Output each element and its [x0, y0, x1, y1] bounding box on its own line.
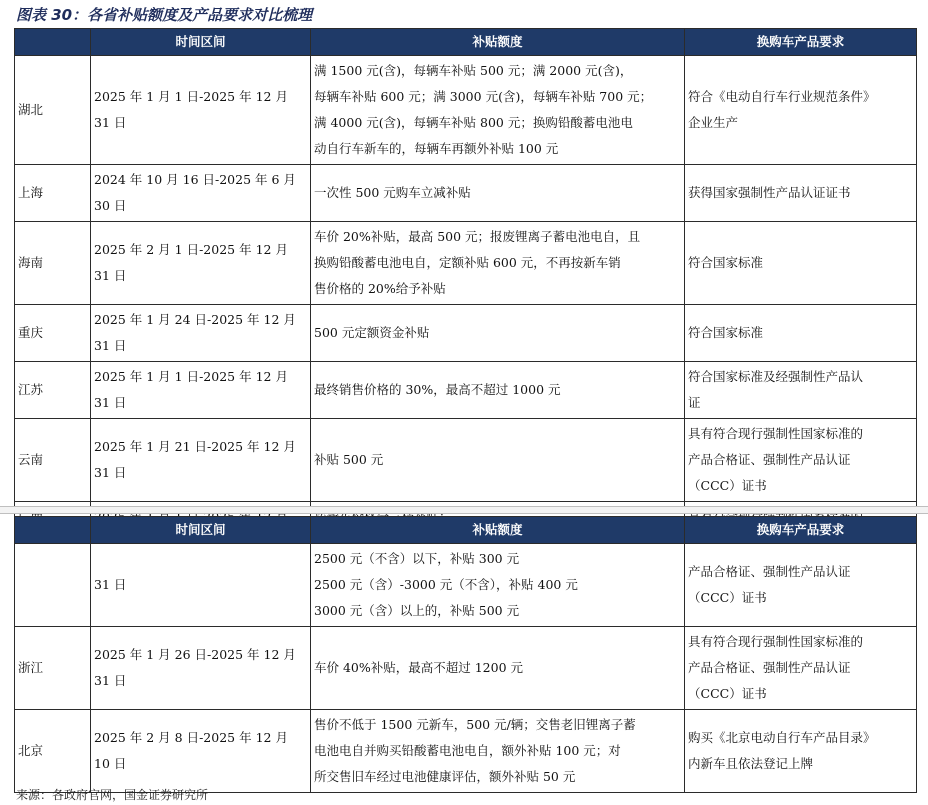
province-cell: 湖北: [15, 56, 91, 165]
subsidy-cell: [311, 710, 685, 793]
requirement-cell-line: 产品合格证、强制性产品认证: [688, 452, 851, 467]
requirement-cell-line: 内新车且依法登记上牌: [688, 756, 814, 771]
subsidy-cell-line: 2500 元（不含）以下，补贴 300 元: [314, 551, 520, 566]
subsidy-cell: [311, 362, 685, 419]
requirement-cell-line: （CCC）证书: [688, 590, 767, 605]
subsidy-cell-line: 动自行车新车的，每辆车再额外补贴 100 元: [314, 141, 559, 156]
header-subsidy: 补贴额度: [311, 517, 685, 544]
subsidy-cell: [311, 56, 685, 165]
subsidy-cell-line: 满 4000 元(含)，每辆车补贴 800 元；换购铅酸蓄电池电: [314, 115, 633, 130]
requirement-cell-line: 证: [688, 395, 701, 410]
requirement-cell: [685, 362, 917, 419]
requirement-cell: [685, 305, 917, 362]
time-range-cell-line: 31 日: [94, 395, 127, 410]
requirement-cell: [685, 222, 917, 305]
subsidy-cell: [311, 419, 685, 502]
subsidy-cell-line: 售价格的 20%给予补贴: [314, 281, 446, 296]
table-row: [15, 544, 917, 627]
subsidy-cell-line: 所交售旧车经过电池健康评估，额外补贴 50 元: [314, 769, 576, 784]
table-row: [15, 305, 917, 362]
table-row: [15, 362, 917, 419]
subsidy-table-part1: [14, 28, 917, 533]
subsidy-cell: [311, 222, 685, 305]
header-time-range: 时间区间: [91, 517, 311, 544]
time-range-cell: [91, 419, 311, 502]
table-row: [15, 165, 917, 222]
time-range-cell-line: 31 日: [94, 268, 127, 283]
table-row: [15, 710, 917, 793]
subsidy-cell-line: 车价 20%补贴，最高 500 元；报废锂离子蓄电池电自，且: [314, 229, 641, 244]
requirement-cell: [685, 419, 917, 502]
requirement-cell: [685, 544, 917, 627]
time-range-cell-line: 10 日: [94, 756, 127, 771]
time-range-cell-line: 31 日: [94, 338, 127, 353]
table-header-row: [15, 517, 917, 544]
header-province: [15, 29, 91, 56]
subsidy-cell-line: 最终销售价格的 30%，最高不超过 1000 元: [314, 382, 561, 397]
page-break: [0, 506, 928, 514]
time-range-cell: [91, 305, 311, 362]
requirement-cell-line: 符合国家标准: [688, 325, 764, 340]
province-cell: 江苏: [15, 362, 91, 419]
time-range-cell-line: 2025 年 1 月 21 日-2025 年 12 月: [94, 439, 296, 454]
subsidy-cell-line: 500 元定额资金补贴: [314, 325, 430, 340]
subsidy-cell-line: 满 1500 元(含)，每辆车补贴 500 元；满 2000 元(含)，: [314, 63, 633, 78]
time-range-cell: [91, 222, 311, 305]
province-cell: 浙江: [15, 627, 91, 710]
time-range-cell: [91, 627, 311, 710]
requirement-cell-line: 具有符合现行强制性国家标准的: [688, 634, 864, 649]
requirement-cell-line: （CCC）证书: [688, 686, 767, 701]
time-range-cell: [91, 165, 311, 222]
requirement-cell-line: 符合《电动自行车行业规范条件》: [688, 89, 876, 104]
requirement-cell-line: 符合国家标准: [688, 255, 764, 270]
requirement-cell: [685, 56, 917, 165]
time-range-cell-line: 31 日: [94, 115, 127, 130]
header-subsidy: 补贴额度: [311, 29, 685, 56]
table-row: [15, 627, 917, 710]
time-range-cell: [91, 544, 311, 627]
header-requirement: 换购车产品要求: [685, 517, 917, 544]
subsidy-cell-line: 售价不低于 1500 元新车，500 元/辆；交售老旧锂离子蓄: [314, 717, 636, 732]
requirement-cell-line: （CCC）证书: [688, 478, 767, 493]
requirement-cell-line: 具有符合现行强制性国家标准的: [688, 426, 864, 441]
province-cell: [15, 544, 91, 627]
requirement-cell: [685, 710, 917, 793]
table-row: [15, 56, 917, 165]
table-row: [15, 222, 917, 305]
requirement-cell-line: 符合国家标准及经强制性产品认: [688, 369, 864, 384]
time-range-cell: [91, 710, 311, 793]
subsidy-cell: [311, 544, 685, 627]
time-range-cell-line: 31 日: [94, 577, 127, 592]
header-requirement: 换购车产品要求: [685, 29, 917, 56]
table-header-row: [15, 29, 917, 56]
subsidy-cell-line: 补贴 500 元: [314, 452, 384, 467]
subsidy-cell-line: 2500 元（含）-3000 元（不含），补贴 400 元: [314, 577, 578, 592]
requirement-cell-line: 购买《北京电动自行车产品目录》: [688, 730, 876, 745]
time-range-cell-line: 2025 年 1 月 26 日-2025 年 12 月: [94, 647, 296, 662]
subsidy-cell: [311, 305, 685, 362]
table-body-part1: [15, 56, 917, 533]
requirement-cell: [685, 165, 917, 222]
requirement-cell-line: 产品合格证、强制性产品认证: [688, 564, 851, 579]
time-range-cell-line: 2025 年 2 月 8 日-2025 年 12 月: [94, 730, 288, 745]
requirement-cell-line: 获得国家强制性产品认证证书: [688, 185, 851, 200]
requirement-cell-line: 企业生产: [688, 115, 739, 130]
time-range-cell-line: 31 日: [94, 465, 127, 480]
subsidy-table-part2: [14, 516, 917, 793]
header-time-range: 时间区间: [91, 29, 311, 56]
table-body-part2: [15, 544, 917, 793]
time-range-cell-line: 2025 年 1 月 1 日-2025 年 12 月: [94, 369, 288, 384]
subsidy-cell: [311, 627, 685, 710]
province-cell: 海南: [15, 222, 91, 305]
time-range-cell-line: 31 日: [94, 673, 127, 688]
requirement-cell-line: 产品合格证、强制性产品认证: [688, 660, 851, 675]
time-range-cell: [91, 362, 311, 419]
province-cell: 重庆: [15, 305, 91, 362]
time-range-cell-line: 2025 年 1 月 1 日-2025 年 12 月: [94, 89, 288, 104]
time-range-cell: [91, 56, 311, 165]
header-province: [15, 517, 91, 544]
figure-title: 图表 30：各省补贴额度及产品要求对比梳理: [16, 6, 313, 24]
province-cell: 北京: [15, 710, 91, 793]
subsidy-cell-line: 一次性 500 元购车立减补贴: [314, 185, 471, 200]
province-cell: 上海: [15, 165, 91, 222]
subsidy-cell-line: 每辆车补贴 600 元；满 3000 元(含)，每辆车补贴 700 元；: [314, 89, 653, 104]
province-cell: 云南: [15, 419, 91, 502]
subsidy-cell-line: 车价 40%补贴，最高不超过 1200 元: [314, 660, 524, 675]
time-range-cell-line: 2025 年 2 月 1 日-2025 年 12 月: [94, 242, 288, 257]
subsidy-cell-line: 换购铅酸蓄电池电自，定额补贴 600 元，不再按新车销: [314, 255, 621, 270]
time-range-cell-line: 2024 年 10 月 16 日-2025 年 6 月: [94, 172, 296, 187]
requirement-cell: [685, 627, 917, 710]
subsidy-cell-line: 电池电自并购买铅酸蓄电池电自，额外补贴 100 元；对: [314, 743, 621, 758]
subsidy-cell: [311, 165, 685, 222]
subsidy-cell-line: 3000 元（含）以上的，补贴 500 元: [314, 603, 520, 618]
time-range-cell-line: 2025 年 1 月 24 日-2025 年 12 月: [94, 312, 296, 327]
table-row: [15, 419, 917, 502]
time-range-cell-line: 30 日: [94, 198, 127, 213]
source-note: 来源：各政府官网，国金证券研究所: [16, 788, 209, 802]
